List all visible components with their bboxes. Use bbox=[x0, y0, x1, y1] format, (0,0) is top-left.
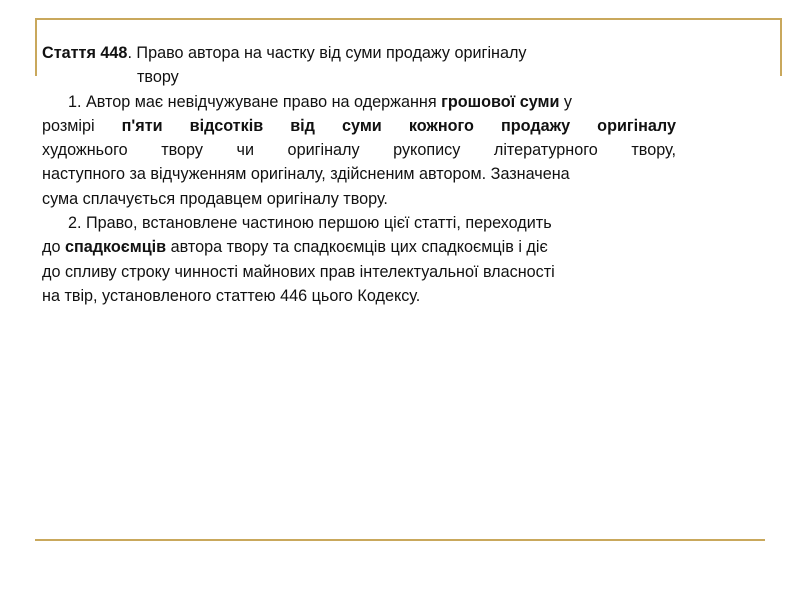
paragraph-1-text-end: у bbox=[559, 92, 573, 111]
paragraph-1-emphasis: грошової суми bbox=[441, 92, 560, 111]
article-title-continuation: твору bbox=[137, 68, 179, 87]
paragraph-1-text: 1. Автор має невідчужуване право на одержання bbox=[68, 92, 442, 111]
paragraph-2-text-end: автора твору та спадкоємців цих спадкоємців і діє bbox=[166, 238, 548, 257]
paragraph-2-line-4: на твір, установленого статтею 446 цього Кодексу. bbox=[42, 286, 421, 305]
paragraph-2-line-1: 2. Право, встановлене частиною першою цієї статті, переходить bbox=[68, 214, 552, 233]
paragraph-1-line-2-emphasis: п'яти відсотків від суми кожного продажу оригіналу bbox=[121, 116, 677, 135]
paragraph-2-emphasis: спадкоємців bbox=[64, 238, 167, 257]
top-divider bbox=[35, 18, 782, 20]
paragraph-1-line-2 bbox=[42, 114, 676, 138]
paragraph-1-line-1 bbox=[42, 90, 702, 114]
paragraph-1-line-4: наступного за відчуженням оригіналу, здійсненим автором. Зазначена bbox=[42, 165, 570, 184]
paragraph-1-line-5: сума сплачується продавцем оригіналу твору. bbox=[42, 189, 388, 208]
paragraph-2-line-2 bbox=[42, 235, 702, 259]
article-number: Стаття 448 bbox=[42, 44, 128, 62]
article-title bbox=[42, 41, 702, 65]
paragraph-2-line-3: до спливу строку чинності майнових прав інтелектуальної власності bbox=[42, 262, 555, 281]
left-divider bbox=[35, 18, 37, 76]
article-text bbox=[42, 41, 702, 308]
paragraph-1-line-3: художнього твору чи оригіналу рукопису літературного твору, bbox=[42, 141, 676, 160]
right-divider bbox=[780, 18, 782, 76]
bottom-divider bbox=[35, 539, 765, 541]
article-title-text: . Право автора на частку від суми продажу оригіналу bbox=[127, 44, 527, 62]
paragraph-1-line-2-text: розмірі bbox=[42, 116, 122, 135]
paragraph-2-text: до bbox=[42, 238, 65, 257]
